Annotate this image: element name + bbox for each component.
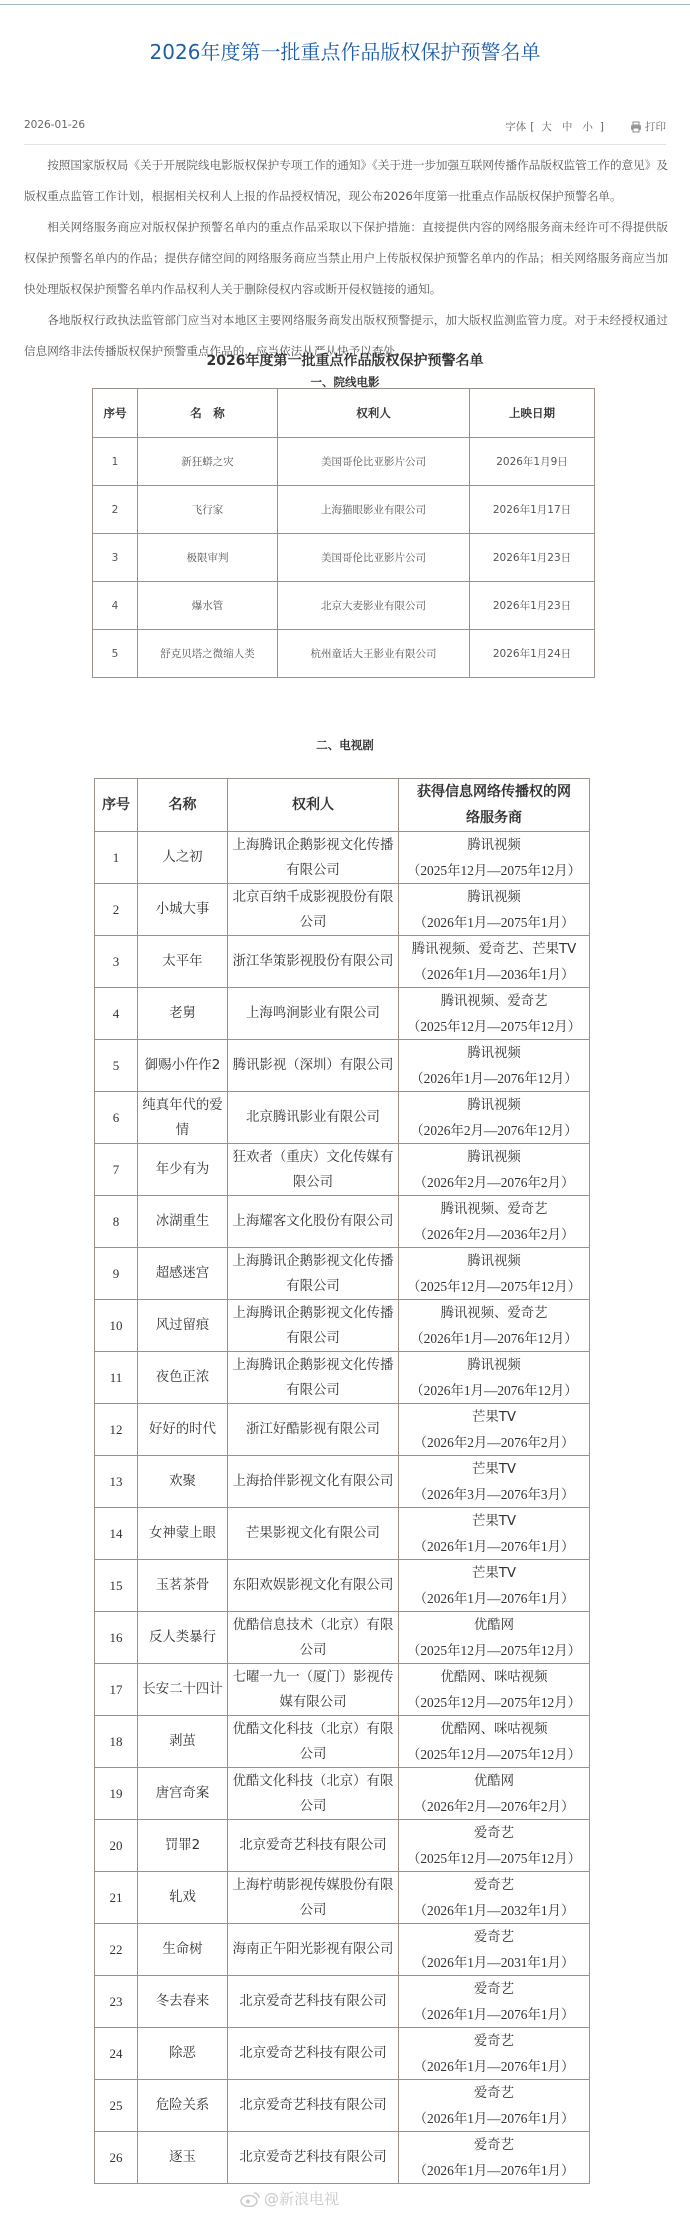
- drama-name: 年少有为: [138, 1144, 228, 1196]
- table-row: [95, 1716, 590, 1768]
- rights-holder: 上海腾讯企鹅影视文化传播有限公司: [228, 1300, 399, 1352]
- drama-name: 小城大事: [138, 884, 228, 936]
- rights-holder: 上海拾伴影视文化有限公司: [228, 1456, 399, 1508]
- provider-cell: [399, 2028, 590, 2080]
- provider-platforms: 爱奇艺: [473, 2033, 515, 2049]
- table-row: [95, 1248, 590, 1300]
- row-no: 23: [95, 1976, 138, 2028]
- table-header-row: [95, 779, 590, 832]
- license-period: （2026年1月—2031年1月）: [413, 1954, 575, 1970]
- drama-name: 唐宫奇案: [138, 1768, 228, 1820]
- drama-name: 夜色正浓: [138, 1352, 228, 1404]
- row-no: 5: [95, 1040, 138, 1092]
- table-row: [95, 1352, 590, 1404]
- license-period: （2026年1月—2076年1月）: [413, 1590, 575, 1606]
- drama-name: 生命树: [138, 1924, 228, 1976]
- drama-name: 逐玉: [138, 2132, 228, 2184]
- license-period: （2026年1月—2076年1月）: [413, 2006, 575, 2022]
- row-no: 18: [95, 1716, 138, 1768]
- drama-name: 长安二十四计: [138, 1664, 228, 1716]
- provider-platforms: 腾讯视频、爱奇艺: [440, 1201, 548, 1217]
- table-row: [95, 884, 590, 936]
- rights-holder: 优酷文化科技（北京）有限公司: [228, 1768, 399, 1820]
- provider-platforms: 腾讯视频: [467, 1253, 521, 1269]
- watermark: [240, 2188, 339, 2209]
- row-no: 2: [93, 486, 138, 534]
- row-no: 21: [95, 1872, 138, 1924]
- provider-cell: [399, 1144, 590, 1196]
- rights-holder: 北京爱奇艺科技有限公司: [228, 2028, 399, 2080]
- header-no: 序号: [93, 389, 138, 438]
- row-no: 11: [95, 1352, 138, 1404]
- movie-name: 舒克贝塔之微缩人类: [138, 630, 278, 678]
- provider-cell: [399, 1716, 590, 1768]
- rights-holder: 浙江华策影视股份有限公司: [228, 936, 399, 988]
- release-date: 2026年1月17日: [470, 486, 595, 534]
- provider-platforms: 爱奇艺: [473, 1929, 515, 1945]
- provider-platforms: 芒果TV: [471, 1461, 517, 1477]
- table-row: [95, 1040, 590, 1092]
- row-no: 3: [93, 534, 138, 582]
- font-size-large-button[interactable]: 大: [541, 121, 552, 133]
- provider-cell: [399, 1768, 590, 1820]
- release-date: 2026年1月24日: [470, 630, 595, 678]
- provider-cell: [399, 1508, 590, 1560]
- drama-name: 玉茗茶骨: [138, 1560, 228, 1612]
- row-no: 20: [95, 1820, 138, 1872]
- rights-holder: 上海猫眼影业有限公司: [278, 486, 470, 534]
- paragraph: 各地版权行政执法监管部门应当对本地区主要网络服务商发出版权预警提示，加大版权监测监管力度。对于未经授权通过信息网络非法传播版权保护预警重点作品的，应当依法从严从快予以查处。: [24, 313, 668, 358]
- row-no: 4: [95, 988, 138, 1040]
- table-row: [95, 1404, 590, 1456]
- license-period: （2026年1月—2076年1月）: [413, 1538, 575, 1554]
- license-period: （2026年1月—2076年12月）: [410, 1070, 578, 1086]
- rights-holder: 北京爱奇艺科技有限公司: [228, 2080, 399, 2132]
- table-row: [93, 582, 595, 630]
- print-label: 打印: [645, 121, 666, 133]
- table-row: [95, 1820, 590, 1872]
- provider-platforms: 爱奇艺: [473, 2137, 515, 2153]
- provider-cell: [399, 1820, 590, 1872]
- paragraph: 按照国家版权局《关于开展院线电影版权保护专项工作的通知》《关于进一步加强互联网传播作品版权监管工作的意见》及版权重点监管工作计划，根据相关权利人上报的作品授权情况，现公布2026年度第一批重点作品版权保护预警名单。: [24, 158, 668, 203]
- rights-holder: 北京腾讯影业有限公司: [228, 1092, 399, 1144]
- drama-name: 老舅: [138, 988, 228, 1040]
- provider-platforms: 优酷网、咪咕视频: [440, 1721, 548, 1737]
- provider-platforms: 爱奇艺: [473, 1825, 515, 1841]
- release-date: 2026年1月9日: [470, 438, 595, 486]
- weibo-logo-icon: [240, 2191, 260, 2207]
- row-no: 14: [95, 1508, 138, 1560]
- provider-cell: [399, 1092, 590, 1144]
- rights-holder: 北京百纳千成影视股份有限公司: [228, 884, 399, 936]
- drama-name: 好好的时代: [138, 1404, 228, 1456]
- rights-holder: 上海腾讯企鹅影视文化传播有限公司: [228, 832, 399, 884]
- table-row: [95, 1976, 590, 2028]
- rights-holder: 腾讯影视（深圳）有限公司: [228, 1040, 399, 1092]
- row-no: 26: [95, 2132, 138, 2184]
- rights-holder: 杭州童话大王影业有限公司: [278, 630, 470, 678]
- provider-platforms: 芒果TV: [471, 1513, 517, 1529]
- row-no: 22: [95, 1924, 138, 1976]
- license-period: （2025年12月—2075年12月）: [406, 1018, 582, 1034]
- provider-cell: [399, 2132, 590, 2184]
- print-button[interactable]: [630, 119, 666, 134]
- provider-cell: [399, 1352, 590, 1404]
- table-row: [95, 1300, 590, 1352]
- rights-holder: 优酷文化科技（北京）有限公司: [228, 1716, 399, 1768]
- license-period: （2025年12月—2075年12月）: [406, 862, 582, 878]
- table-row: [95, 1664, 590, 1716]
- row-no: 8: [95, 1196, 138, 1248]
- provider-platforms: 芒果TV: [471, 1409, 517, 1425]
- provider-cell: [399, 832, 590, 884]
- movie-table: [92, 388, 595, 678]
- table-row: [93, 630, 595, 678]
- provider-cell: [399, 1560, 590, 1612]
- provider-platforms: 腾讯视频: [467, 1097, 521, 1113]
- table-row: [93, 438, 595, 486]
- table-row: [95, 832, 590, 884]
- row-no: 15: [95, 1560, 138, 1612]
- provider-cell: [399, 1872, 590, 1924]
- rights-holder: 美国哥伦比亚影片公司: [278, 438, 470, 486]
- row-no: 13: [95, 1456, 138, 1508]
- header-name: 名称: [138, 779, 228, 832]
- table-row: [95, 1560, 590, 1612]
- row-no: 9: [95, 1248, 138, 1300]
- provider-cell: [399, 1404, 590, 1456]
- license-period: （2026年2月—2076年2月）: [413, 1174, 575, 1190]
- license-period: （2026年2月—2076年12月）: [410, 1122, 578, 1138]
- table-row: [93, 534, 595, 582]
- table-row: [95, 1508, 590, 1560]
- publish-date: 2026-01-26: [24, 119, 86, 131]
- provider-platforms: 腾讯视频: [467, 889, 521, 905]
- movie-name: 新狂蟒之灾: [138, 438, 278, 486]
- drama-name: 冬去春来: [138, 1976, 228, 2028]
- table-row: [95, 1872, 590, 1924]
- list-title: 2026年度第一批重点作品版权保护预警名单: [206, 353, 484, 369]
- rights-holder: 北京大麦影业有限公司: [278, 582, 470, 630]
- license-period: （2026年1月—2032年1月）: [413, 1902, 575, 1918]
- top-border: [0, 4, 690, 5]
- provider-cell: [399, 884, 590, 936]
- provider-platforms: 腾讯视频: [467, 1149, 521, 1165]
- provider-platforms: 腾讯视频: [467, 1045, 521, 1061]
- license-period: （2026年1月—2075年1月）: [413, 914, 575, 930]
- provider-cell: [399, 2080, 590, 2132]
- rights-holder: 海南正午阳光影视有限公司: [228, 1924, 399, 1976]
- provider-cell: [399, 1300, 590, 1352]
- watermark-text: @新浪电视: [264, 2190, 340, 2208]
- license-period: （2025年12月—2075年12月）: [406, 1694, 582, 1710]
- provider-cell: [399, 1664, 590, 1716]
- provider-platforms: 腾讯视频、爱奇艺、芒果TV: [411, 941, 577, 957]
- drama-name: 危险关系: [138, 2080, 228, 2132]
- drama-name: 纯真年代的爱情: [138, 1092, 228, 1144]
- drama-name: 轧戏: [138, 1872, 228, 1924]
- drama-name: 御赐小仵作2: [138, 1040, 228, 1092]
- provider-cell: [399, 1976, 590, 2028]
- license-period: （2026年1月—2036年1月）: [413, 966, 575, 982]
- table-row: [95, 1612, 590, 1664]
- provider-platforms: 爱奇艺: [473, 2085, 515, 2101]
- provider-platforms: 爱奇艺: [473, 1981, 515, 1997]
- rights-holder: 浙江好酷影视有限公司: [228, 1404, 399, 1456]
- row-no: 7: [95, 1144, 138, 1196]
- provider-cell: [399, 1924, 590, 1976]
- row-no: 10: [95, 1300, 138, 1352]
- provider-cell: [399, 1196, 590, 1248]
- provider-cell: [399, 1612, 590, 1664]
- rights-holder: 狂欢者（重庆）文化传媒有限公司: [228, 1144, 399, 1196]
- row-no: 16: [95, 1612, 138, 1664]
- drama-name: 人之初: [138, 832, 228, 884]
- rights-holder: 北京爱奇艺科技有限公司: [228, 2132, 399, 2184]
- section-title-tv: 二、电视剧: [316, 738, 374, 752]
- row-no: 2: [95, 884, 138, 936]
- table-row: [95, 1924, 590, 1976]
- movie-name: 爆水管: [138, 582, 278, 630]
- movie-name: 极限审判: [138, 534, 278, 582]
- provider-platforms: 腾讯视频: [467, 1357, 521, 1373]
- rights-holder: 上海柠萌影视传媒股份有限公司: [228, 1872, 399, 1924]
- release-date: 2026年1月23日: [470, 534, 595, 582]
- table-row: [95, 1092, 590, 1144]
- bracket-close: ]: [599, 120, 604, 133]
- meta-divider: [24, 144, 666, 145]
- license-period: （2026年3月—2076年3月）: [413, 1486, 575, 1502]
- row-no: 19: [95, 1768, 138, 1820]
- provider-cell: [399, 988, 590, 1040]
- row-no: 17: [95, 1664, 138, 1716]
- license-period: （2026年1月—2076年12月）: [410, 1382, 578, 1398]
- row-no: 4: [93, 582, 138, 630]
- table-row: [95, 936, 590, 988]
- provider-platforms: 优酷网、咪咕视频: [440, 1669, 548, 1685]
- movie-name: 飞行家: [138, 486, 278, 534]
- font-size-medium-button[interactable]: 中: [561, 121, 573, 133]
- license-period: （2025年12月—2075年12月）: [406, 1746, 582, 1762]
- provider-cell: [399, 1456, 590, 1508]
- provider-platforms: 腾讯视频、爱奇艺: [440, 1305, 548, 1321]
- header-rights-holder: 权利人: [228, 779, 399, 832]
- provider-platforms: 优酷网: [473, 1617, 515, 1633]
- table-row: [95, 1144, 590, 1196]
- license-period: （2026年1月—2076年1月）: [413, 2058, 575, 2074]
- table-row: [95, 1456, 590, 1508]
- row-no: 12: [95, 1404, 138, 1456]
- license-period: （2026年2月—2076年2月）: [413, 1434, 575, 1450]
- provider-platforms: 爱奇艺: [473, 1877, 515, 1893]
- font-size-small-button[interactable]: 小: [582, 121, 593, 133]
- row-no: 25: [95, 2080, 138, 2132]
- license-period: （2025年12月—2075年12月）: [406, 1278, 582, 1294]
- rights-holder: 上海腾讯企鹅影视文化传播有限公司: [228, 1352, 399, 1404]
- header-name: 名 称: [138, 389, 278, 438]
- provider-cell: [399, 1248, 590, 1300]
- drama-name: 除恶: [138, 2028, 228, 2080]
- drama-name: 风过留痕: [138, 1300, 228, 1352]
- rights-holder: 东阳欢娱影视文化有限公司: [228, 1560, 399, 1612]
- table-row: [93, 486, 595, 534]
- rights-holder: 七曜一九一（厦门）影视传媒有限公司: [228, 1664, 399, 1716]
- rights-holder: 北京爱奇艺科技有限公司: [228, 1976, 399, 2028]
- table-row: [95, 1196, 590, 1248]
- table-header-row: [93, 389, 595, 438]
- drama-name: 女神蒙上眼: [138, 1508, 228, 1560]
- drama-name: 剥茧: [138, 1716, 228, 1768]
- row-no: 6: [95, 1092, 138, 1144]
- article-tools: [505, 119, 666, 134]
- drama-name: 罚罪2: [138, 1820, 228, 1872]
- rights-holder: 优酷信息技术（北京）有限公司: [228, 1612, 399, 1664]
- license-period: （2026年2月—2076年2月）: [413, 1798, 575, 1814]
- tv-table: [94, 778, 590, 2184]
- page-title: 2026年度第一批重点作品版权保护预警名单: [149, 40, 541, 64]
- provider-platforms: 优酷网: [473, 1773, 515, 1789]
- header-release-date: 上映日期: [470, 389, 595, 438]
- row-no: 1: [93, 438, 138, 486]
- drama-name: 冰湖重生: [138, 1196, 228, 1248]
- table-row: [95, 2028, 590, 2080]
- release-date: 2026年1月23日: [470, 582, 595, 630]
- rights-holder: 芒果影视文化有限公司: [228, 1508, 399, 1560]
- license-period: （2025年12月—2075年12月）: [406, 1642, 582, 1658]
- provider-cell: [399, 1040, 590, 1092]
- drama-name: 欢聚: [138, 1456, 228, 1508]
- provider-platforms: 腾讯视频: [467, 837, 521, 853]
- row-no: 5: [93, 630, 138, 678]
- section-title-movies: 一、院线电影: [310, 375, 380, 389]
- row-no: 24: [95, 2028, 138, 2080]
- license-period: （2026年1月—2076年1月）: [413, 2162, 575, 2178]
- rights-holder: 上海腾讯企鹅影视文化传播有限公司: [228, 1248, 399, 1300]
- table-row: [95, 2132, 590, 2184]
- rights-holder: 美国哥伦比亚影片公司: [278, 534, 470, 582]
- provider-platforms: 芒果TV: [471, 1565, 517, 1581]
- table-row: [95, 2080, 590, 2132]
- drama-name: 太平年: [138, 936, 228, 988]
- header-provider: 获得信息网络传播权的网络服务商: [399, 779, 590, 832]
- table-row: [95, 988, 590, 1040]
- font-size-label: 字体: [505, 121, 527, 133]
- bracket-open: [: [530, 120, 535, 133]
- article-body: [24, 150, 668, 367]
- paragraph: 相关网络服务商应对版权保护预警名单内的重点作品采取以下保护措施：直接提供内容的网络服务商未经许可不得提供版权保护预警名单内的作品；提供存储空间的网络服务商应当禁止用户上传版权保护预警名单内的作品；相关网络服务商应当加快处理版权保护预警名单内作品权利人关于删除侵权内容或断开侵权链接的通知。: [24, 220, 668, 296]
- drama-name: 超感迷宫: [138, 1248, 228, 1300]
- license-period: （2026年1月—2076年12月）: [410, 1330, 578, 1346]
- header-rights-holder: 权利人: [278, 389, 470, 438]
- row-no: 3: [95, 936, 138, 988]
- table-row: [95, 1768, 590, 1820]
- license-period: （2026年2月—2036年2月）: [413, 1226, 575, 1242]
- rights-holder: 上海耀客文化股份有限公司: [228, 1196, 399, 1248]
- provider-platforms: 腾讯视频、爱奇艺: [440, 993, 548, 1009]
- rights-holder: 上海鸣涧影业有限公司: [228, 988, 399, 1040]
- license-period: （2025年12月—2075年12月）: [406, 1850, 582, 1866]
- license-period: （2026年1月—2076年1月）: [413, 2110, 575, 2126]
- rights-holder: 北京爱奇艺科技有限公司: [228, 1820, 399, 1872]
- row-no: 1: [95, 832, 138, 884]
- printer-icon: [630, 121, 642, 133]
- provider-cell: [399, 936, 590, 988]
- drama-name: 反人类暴行: [138, 1612, 228, 1664]
- header-no: 序号: [95, 779, 138, 832]
